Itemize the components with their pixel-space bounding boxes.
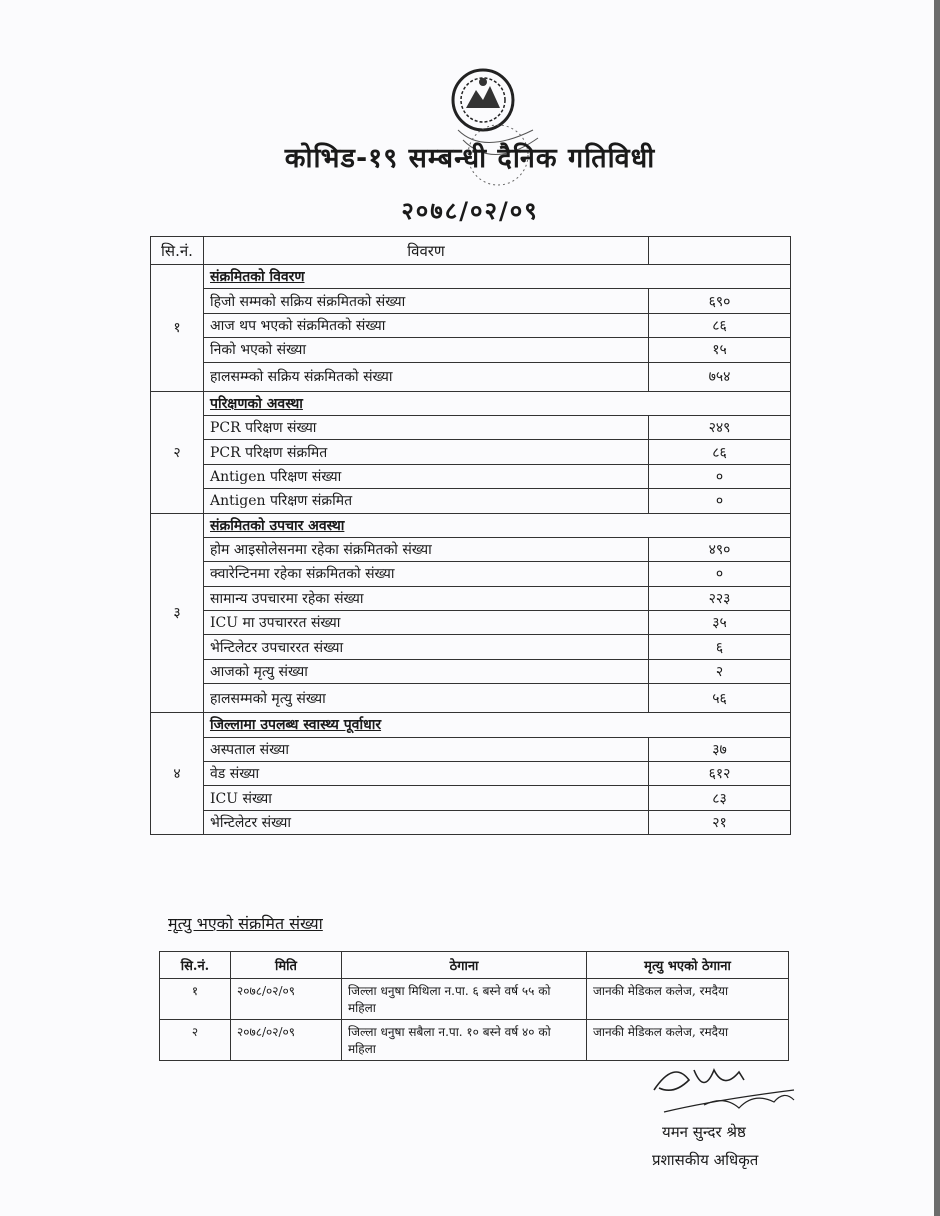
row-label: सामान्य उपचारमा रहेका संख्या: [204, 586, 649, 610]
row-label: होम आइसोलेसनमा रहेका संक्रमितको संख्या: [204, 537, 649, 561]
section-serial: ३: [151, 513, 204, 713]
row-label: वेड संख्या: [204, 762, 649, 786]
row-value: ६: [649, 635, 791, 659]
row-label: निको भएको संख्या: [204, 338, 649, 362]
section-heading: संक्रमितको उपचार अवस्था: [204, 513, 791, 537]
row-label: हालसम्मको मृत्यु संख्या: [204, 684, 649, 713]
row-label: PCR परिक्षण संख्या: [204, 415, 649, 439]
table-row: [151, 762, 791, 786]
row-label: ICU संख्या: [204, 786, 649, 810]
row-value: ०: [649, 489, 791, 513]
row-value: ३५: [649, 611, 791, 635]
row-label: क्वारेन्टिनमा रहेका संक्रमितको संख्या: [204, 562, 649, 586]
page-edge: [934, 0, 940, 1216]
row-label: आज थप भएको संक्रमितको संख्या: [204, 313, 649, 337]
row-label: ICU मा उपचाररत संख्या: [204, 611, 649, 635]
row-value: ०: [649, 464, 791, 488]
death-date: २०७८/०२/०९: [231, 979, 342, 1020]
table-row: [151, 313, 791, 337]
row-value: ६१२: [649, 762, 791, 786]
row-label: आजको मृत्यु संख्या: [204, 659, 649, 683]
death-serial: २: [160, 1020, 231, 1061]
header-description: विवरण: [204, 237, 649, 265]
signatory-name: यमन सुन्दर श्रेष्ठ: [662, 1123, 746, 1141]
row-label: हालसम्म्को सक्रिय संक्रमितको संख्या: [204, 362, 649, 391]
table-row: [151, 659, 791, 683]
death-address: जिल्ला धनुषा सबैला न.पा. १० बस्ने वर्ष ४० को महिला: [342, 1020, 587, 1061]
row-label: Antigen परिक्षण संक्रमित: [204, 489, 649, 513]
death-table: [159, 951, 789, 1061]
section-heading: जिल्लामा उपलब्ध स्वास्थ्य पूर्वाधार: [204, 713, 791, 737]
table-row: [151, 489, 791, 513]
death-section-heading: मृत्यु भएको संक्रमित संख्या: [168, 914, 323, 933]
row-value: ६९०: [649, 289, 791, 313]
table-row: [151, 338, 791, 362]
death-place: जानकी मेडिकल कलेज, रमदैया: [587, 979, 789, 1020]
table-row: [151, 464, 791, 488]
signatory-title: प्रशासकीय अधिकृत: [652, 1151, 759, 1169]
section-heading-row: [151, 391, 791, 415]
row-value: ८६: [649, 313, 791, 337]
row-value: ८६: [649, 440, 791, 464]
row-value: २४९: [649, 415, 791, 439]
death-serial: १: [160, 979, 231, 1020]
section-heading: संक्रमितको विवरण: [204, 265, 791, 289]
row-value: २२३: [649, 586, 791, 610]
section-heading-row: [151, 713, 791, 737]
covid-stats-table: [150, 236, 791, 835]
page-title: कोभिड-१९ सम्बन्धी दैनिक गतिविधी: [284, 143, 656, 174]
table-row: [151, 440, 791, 464]
death-place: जानकी मेडिकल कलेज, रमदैया: [587, 1020, 789, 1061]
table-row: [151, 810, 791, 834]
header-date: मिति: [231, 952, 342, 979]
table-row: [151, 362, 791, 391]
table-row: [151, 562, 791, 586]
section-heading-row: [151, 513, 791, 537]
row-value: ७५४: [649, 362, 791, 391]
header-serial: सि.नं.: [151, 237, 204, 265]
header-death-place: मृत्यु भएको ठेगाना: [587, 952, 789, 979]
row-value: २: [649, 659, 791, 683]
section-serial: १: [151, 265, 204, 392]
table-header-row: [151, 237, 791, 265]
death-table-header-row: [160, 952, 789, 979]
table-row: [151, 537, 791, 561]
row-value: १५: [649, 338, 791, 362]
row-value: ५६: [649, 684, 791, 713]
section-heading: परिक्षणको अवस्था: [204, 391, 791, 415]
table-row: [151, 786, 791, 810]
row-value: ४९०: [649, 537, 791, 561]
death-address: जिल्ला धनुषा मिथिला न.पा. ६ बस्ने वर्ष ५५ को महिला: [342, 979, 587, 1020]
section-serial: २: [151, 391, 204, 513]
table-row: [151, 415, 791, 439]
row-label: PCR परिक्षण संक्रमित: [204, 440, 649, 464]
header-address: ठेगाना: [342, 952, 587, 979]
row-value: ३७: [649, 737, 791, 761]
row-value: ८३: [649, 786, 791, 810]
section-serial: ४: [151, 713, 204, 835]
row-label: भेन्टिलेटर उपचाररत संख्या: [204, 635, 649, 659]
table-row: [151, 737, 791, 761]
table-row: [151, 289, 791, 313]
row-label: भेन्टिलेटर संख्या: [204, 810, 649, 834]
row-label: अस्पताल संख्या: [204, 737, 649, 761]
row-label: हिजो सम्मको सक्रिय संक्रमितको संख्या: [204, 289, 649, 313]
table-row: [151, 635, 791, 659]
table-row: [151, 586, 791, 610]
report-date: २०७८/०२/०९: [401, 197, 539, 225]
header-value: [649, 237, 791, 265]
table-row: [160, 979, 789, 1020]
row-value: ०: [649, 562, 791, 586]
death-date: २०७८/०२/०९: [231, 1020, 342, 1061]
signature-icon: [644, 1050, 804, 1125]
table-row: [151, 611, 791, 635]
row-label: Antigen परिक्षण संख्या: [204, 464, 649, 488]
row-value: २१: [649, 810, 791, 834]
table-row: [151, 684, 791, 713]
section-heading-row: [151, 265, 791, 289]
header-serial: सि.नं.: [160, 952, 231, 979]
